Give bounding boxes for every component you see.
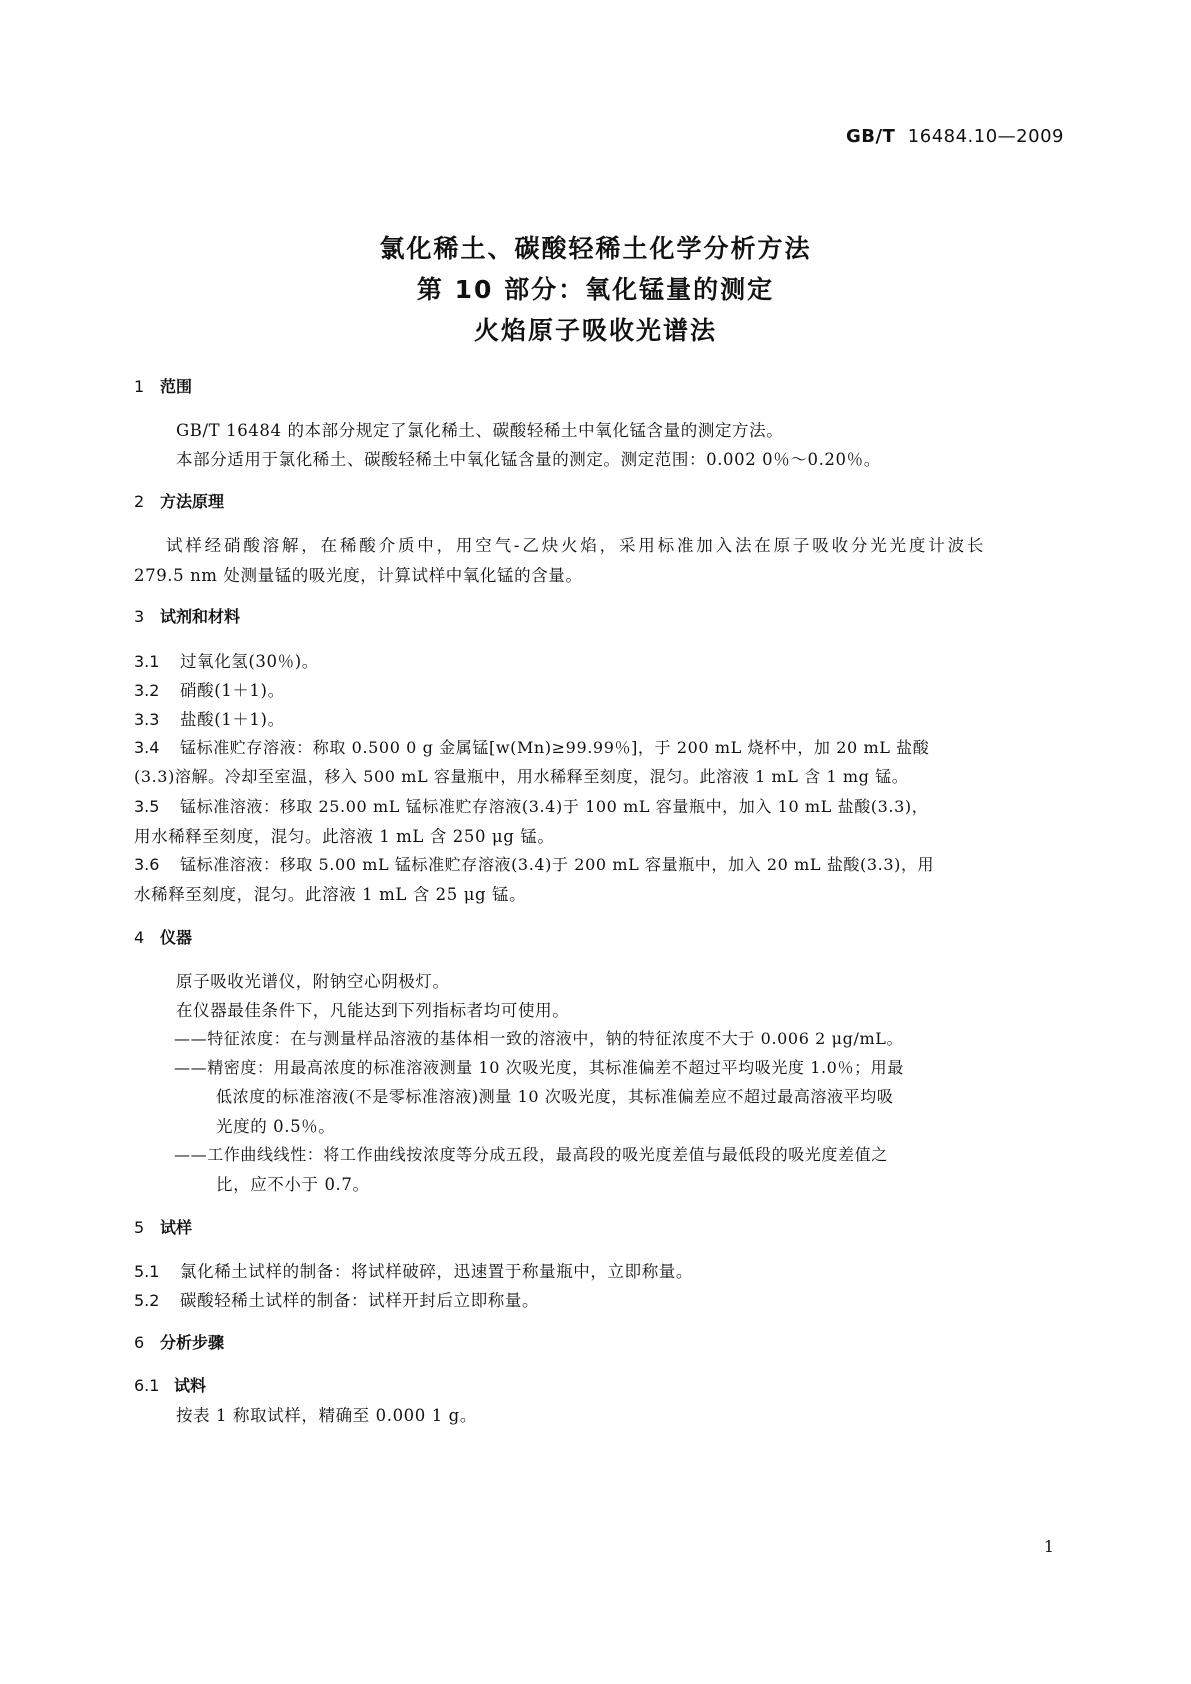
clause-number: 3.4 [134, 738, 160, 757]
clause-text: 盐酸(1＋1)。 [180, 710, 285, 729]
section-title: 仪器 [160, 928, 193, 947]
paragraph-line: 试样经硝酸溶解，在稀酸介质中，用空气-乙炔火焰，采用标准加入法在原子吸收分光光度计波长 [166, 536, 984, 555]
section-6-heading [134, 1330, 224, 1353]
clause-5-1 [134, 1258, 1058, 1282]
clause-text: 锰标准溶液：移取 25.00 mL 锰标准贮存溶液(3.4)于 100 mL 容量瓶中，加入 10 mL 盐酸(3.3)， [180, 797, 929, 816]
dash-item-3-continuation: 比，应不小于 0.7。 [216, 1175, 370, 1194]
title-line-2: 第 10 部分：氧化锰量的测定 [416, 275, 775, 304]
clause-number: 5.1 [134, 1262, 160, 1281]
clause-5-2 [134, 1287, 1058, 1311]
clause-3-4-continuation: (3.3)溶解。冷却至室温，移入 500 mL 容量瓶中，用水稀释至刻度，混匀。此溶液 1 mL 含 1 mg 锰。 [134, 767, 909, 786]
clause-number: 5.2 [134, 1291, 160, 1310]
subsection-6-1-heading [134, 1373, 206, 1396]
clause-3-4 [134, 735, 1058, 758]
clause-text: 硝酸(1＋1)。 [180, 681, 285, 700]
clause-text: 过氧化氢(30％)。 [180, 652, 319, 671]
clause-3-3 [134, 706, 1058, 730]
clause-number: 3.1 [134, 652, 160, 671]
section-number: 3 [134, 607, 145, 626]
section-number: 5 [134, 1218, 145, 1237]
dash-item-2-continuation: 光度的 0.5％。 [216, 1117, 336, 1136]
section-title: 试样 [160, 1218, 193, 1237]
clause-number: 3.3 [134, 710, 160, 729]
section-number: 1 [134, 377, 145, 396]
clause-text: 氯化稀土试样的制备：将试样破碎，迅速置于称量瓶中，立即称量。 [180, 1262, 693, 1281]
paragraph: 在仪器最佳条件下，凡能达到下列指标者均可使用。 [176, 1001, 570, 1020]
section-title: 方法原理 [160, 492, 225, 511]
section-2-heading [134, 489, 224, 512]
section-title: 范围 [160, 377, 193, 396]
section-5-heading [134, 1215, 192, 1238]
subsection-number: 6.1 [134, 1376, 160, 1395]
clause-3-5-continuation: 用水稀释至刻度，混匀。此溶液 1 mL 含 250 μg 锰。 [134, 827, 555, 846]
section-number: 6 [134, 1333, 145, 1352]
clause-text: 锰标准溶液：移取 5.00 mL 锰标准贮存溶液(3.4)于 200 mL 容量瓶中，加入 20 mL 盐酸(3.3)，用 [180, 855, 935, 874]
clause-text: 碳酸轻稀土试样的制备：试样开封后立即称量。 [180, 1291, 540, 1310]
subsection-title: 试料 [174, 1376, 207, 1395]
clause-3-2 [134, 677, 1058, 701]
clause-number: 3.6 [134, 855, 160, 874]
clause-3-5 [134, 794, 1058, 817]
clause-number: 3.5 [134, 797, 160, 816]
paragraph [166, 532, 984, 556]
section-1-heading [134, 374, 192, 397]
paragraph-continuation: 279.5 nm 处测量锰的吸光度，计算试样中氧化锰的含量。 [134, 566, 583, 585]
section-number: 2 [134, 492, 145, 511]
clause-3-6 [134, 852, 1058, 875]
standard-number [846, 126, 1064, 147]
section-title: 分析步骤 [160, 1333, 225, 1352]
standard-code: 16484.10—2009 [907, 126, 1064, 147]
clause-number: 3.2 [134, 681, 160, 700]
dash-item-2-continuation: 低浓度的标准溶液(不是零标准溶液)测量 10 次吸光度，其标准偏差应不超过最高溶液平均吸 [216, 1087, 894, 1106]
dash-item-3: ——工作曲线线性：将工作曲线按浓度等分成五段，最高段的吸光度差值与最低段的吸光度差值之 [174, 1145, 888, 1164]
dash-item-1: ——特征浓度：在与测量样品溶液的基体相一致的溶液中，钠的特征浓度不大于 0.006 2 μg/mL。 [174, 1029, 904, 1048]
title-line-1: 氯化稀土、碳酸轻稀土化学分析方法 [379, 234, 812, 263]
paragraph: GB/T 16484 的本部分规定了氯化稀土、碳酸轻稀土中氧化锰含量的测定方法。 [176, 421, 784, 440]
clause-3-1 [134, 648, 1058, 672]
section-4-heading [134, 925, 192, 948]
paragraph: 本部分适用于氯化稀土、碳酸轻稀土中氧化锰含量的测定。测定范围：0.002 0％～0.20％。 [176, 450, 881, 469]
paragraph: 原子吸收光谱仪，附钠空心阴极灯。 [176, 972, 450, 991]
page-number: 1 [1043, 1537, 1054, 1556]
clause-text: 锰标准贮存溶液：称取 0.500 0 g 金属锰[w(Mn)≥99.99％]，于 200 mL 烧杯中，加 20 mL 盐酸 [180, 738, 930, 757]
title-line-3: 火焰原子吸收光谱法 [473, 316, 717, 345]
section-number: 4 [134, 928, 145, 947]
section-3-heading [134, 604, 240, 627]
paragraph: 按表 1 称取试样，精确至 0.000 1 g。 [176, 1406, 477, 1425]
standard-prefix: GB/T [845, 126, 896, 147]
clause-3-6-continuation: 水稀释至刻度，混匀。此溶液 1 mL 含 25 μg 锰。 [134, 885, 527, 904]
dash-item-2: ——精密度：用最高浓度的标准溶液测量 10 次吸光度，其标准偏差不超过平均吸光度 1.0％；用最 [174, 1058, 904, 1077]
section-title: 试剂和材料 [160, 607, 241, 626]
